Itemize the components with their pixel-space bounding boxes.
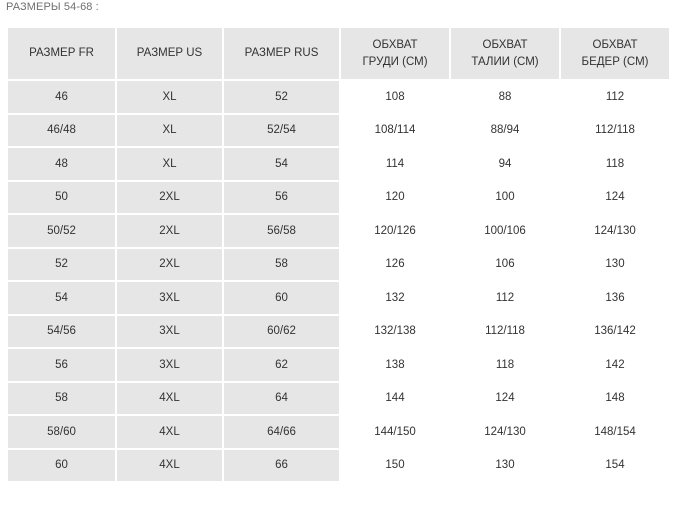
size-rus-cell: 54 (223, 147, 340, 181)
chest-cell: 150 (340, 449, 450, 483)
hips-cell: 148 (560, 382, 670, 416)
header-size-rus: РАЗМЕР RUS (223, 27, 340, 80)
size-rus-cell: 52 (223, 80, 340, 114)
hips-cell: 142 (560, 348, 670, 382)
chest-cell: 138 (340, 348, 450, 382)
size-fr-cell: 58/60 (7, 415, 116, 449)
header-hips: ОБХВАТ БЕДЕР (СМ) (560, 27, 670, 80)
size-us-cell: 2XL (116, 214, 223, 248)
waist-cell: 106 (450, 248, 560, 282)
size-rus-cell: 60/62 (223, 315, 340, 349)
size-fr-cell: 60 (7, 449, 116, 483)
waist-cell: 124/130 (450, 415, 560, 449)
size-fr-cell: 52 (7, 248, 116, 282)
size-fr-cell: 46/48 (7, 114, 116, 148)
size-rus-cell: 56/58 (223, 214, 340, 248)
size-us-cell: 3XL (116, 348, 223, 382)
chest-cell: 108/114 (340, 114, 450, 148)
size-us-cell: 4XL (116, 382, 223, 416)
header-waist: ОБХВАТ ТАЛИИ (СМ) (450, 27, 560, 80)
size-us-cell: 4XL (116, 415, 223, 449)
size-chart-table (6, 26, 671, 483)
size-us-cell: 2XL (116, 181, 223, 215)
chest-cell: 144 (340, 382, 450, 416)
table-row (7, 382, 670, 416)
chest-cell: 132/138 (340, 315, 450, 349)
size-rus-cell: 58 (223, 248, 340, 282)
size-rus-cell: 64 (223, 382, 340, 416)
waist-cell: 94 (450, 147, 560, 181)
size-fr-cell: 58 (7, 382, 116, 416)
waist-cell: 112/118 (450, 315, 560, 349)
size-rus-cell: 52/54 (223, 114, 340, 148)
table-row (7, 315, 670, 349)
hips-cell: 136/142 (560, 315, 670, 349)
size-fr-cell: 56 (7, 348, 116, 382)
chest-cell: 126 (340, 248, 450, 282)
table-row (7, 449, 670, 483)
size-fr-cell: 50/52 (7, 214, 116, 248)
table-row (7, 415, 670, 449)
size-rus-cell: 56 (223, 181, 340, 215)
size-rus-cell: 62 (223, 348, 340, 382)
hips-cell: 118 (560, 147, 670, 181)
chest-cell: 120 (340, 181, 450, 215)
size-rus-cell: 60 (223, 281, 340, 315)
size-fr-cell: 54 (7, 281, 116, 315)
hips-cell: 148/154 (560, 415, 670, 449)
size-fr-cell: 46 (7, 80, 116, 114)
waist-cell: 118 (450, 348, 560, 382)
waist-cell: 88 (450, 80, 560, 114)
header-chest: ОБХВАТ ГРУДИ (СМ) (340, 27, 450, 80)
page-caption: РАЗМЕРЫ 54-68 : (6, 1, 99, 13)
waist-cell: 88/94 (450, 114, 560, 148)
hips-cell: 154 (560, 449, 670, 483)
waist-cell: 130 (450, 449, 560, 483)
table-header-row (7, 27, 670, 80)
size-us-cell: 2XL (116, 248, 223, 282)
size-rus-cell: 66 (223, 449, 340, 483)
hips-cell: 112 (560, 80, 670, 114)
hips-cell: 112/118 (560, 114, 670, 148)
hips-cell: 136 (560, 281, 670, 315)
size-us-cell: XL (116, 147, 223, 181)
hips-cell: 130 (560, 248, 670, 282)
table-body (7, 80, 670, 482)
waist-cell: 100 (450, 181, 560, 215)
size-fr-cell: 54/56 (7, 315, 116, 349)
waist-cell: 100/106 (450, 214, 560, 248)
chest-cell: 108 (340, 80, 450, 114)
table-row (7, 80, 670, 114)
table-row (7, 248, 670, 282)
size-us-cell: 3XL (116, 281, 223, 315)
header-size-us: РАЗМЕР US (116, 27, 223, 80)
size-rus-cell: 64/66 (223, 415, 340, 449)
hips-cell: 124 (560, 181, 670, 215)
table-row (7, 281, 670, 315)
chest-cell: 114 (340, 147, 450, 181)
table-row (7, 181, 670, 215)
size-us-cell: XL (116, 80, 223, 114)
table-row (7, 147, 670, 181)
table-row (7, 114, 670, 148)
size-us-cell: 3XL (116, 315, 223, 349)
table-row (7, 214, 670, 248)
size-us-cell: 4XL (116, 449, 223, 483)
waist-cell: 112 (450, 281, 560, 315)
size-us-cell: XL (116, 114, 223, 148)
waist-cell: 124 (450, 382, 560, 416)
header-size-fr: РАЗМЕР FR (7, 27, 116, 80)
chest-cell: 144/150 (340, 415, 450, 449)
chest-cell: 120/126 (340, 214, 450, 248)
size-fr-cell: 50 (7, 181, 116, 215)
table-row (7, 348, 670, 382)
chest-cell: 132 (340, 281, 450, 315)
hips-cell: 124/130 (560, 214, 670, 248)
size-fr-cell: 48 (7, 147, 116, 181)
